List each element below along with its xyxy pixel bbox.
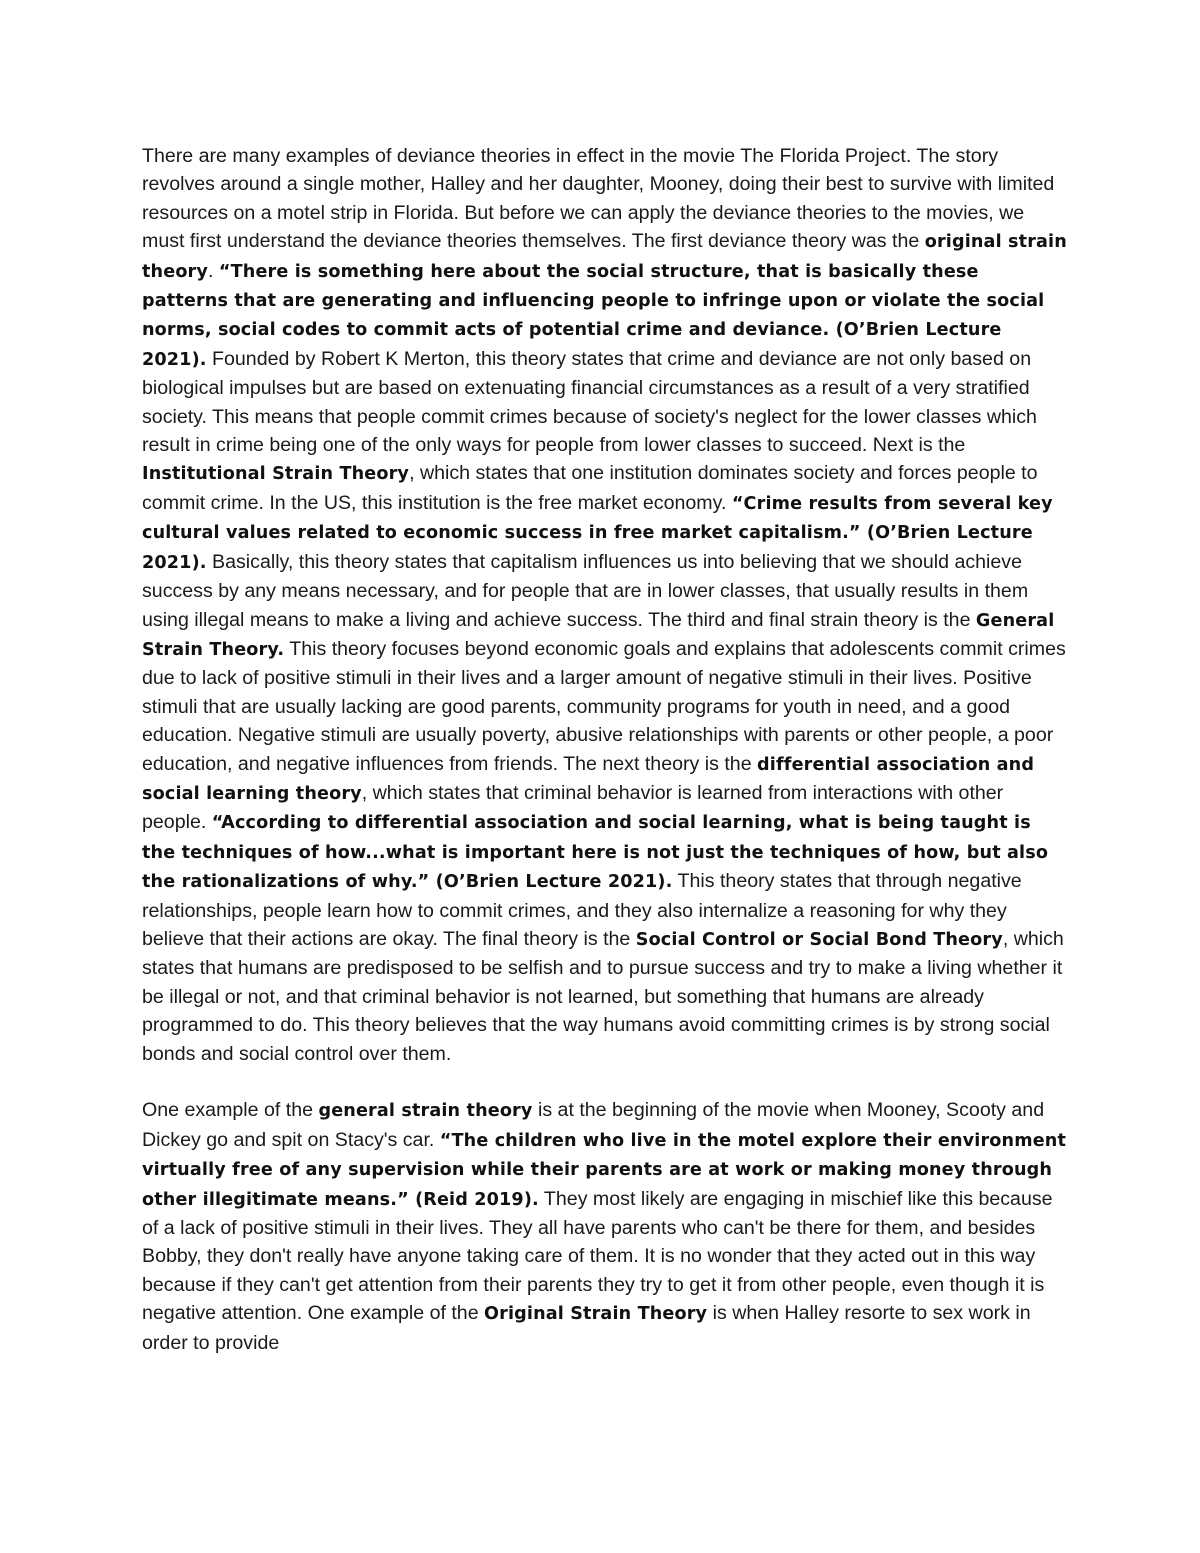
term-general-strain-theory: General Strain Theory. — [142, 610, 1055, 660]
text-run: One example of the — [142, 1099, 319, 1122]
text-run: They most likely are engaging in mischief like this because of a lack of positive stimuli in their lives. They all have parents who can't be there for them, and besides Bobby, they don't really have anyone taking care of them. It is no wonder that they acted out in this way because if they can't get attention from their parents they try to get it from other people, even though it is negative attention. One example of the — [142, 1187, 1053, 1325]
text-run: Basically, this theory states that capitalism influences us into believing that we should achieve success by any means necessary, and for people that are in lower classes, that usually results in them using illegal means to make a living and achieve success. The third and final strain theory is the — [142, 550, 1029, 631]
term-original-strain-theory: original strain theory — [142, 232, 1067, 282]
term-social-control-theory: Social Control or Social Bond Theory — [635, 929, 1003, 950]
quote-obrien-lecture-1: “There is something here about the social structure, that is basically these patterns that are generating and influencing people to infringe upon or violate the social norms, social codes to commit acts of potential crime and deviance. (O’Brien Lecture 2021). — [142, 261, 1045, 370]
quote-obrien-lecture-3: “According to differential association and social learning, what is being taught is the techniques of how...what is important here is not just the techniques of how, but also the rationalizations of why.” (O’Brien Lecture 2021). — [142, 813, 1049, 893]
text-run: , which states that criminal behavior is learned from interactions with other people. — [142, 781, 1004, 834]
text-run: There are many examples of deviance theories in effect in the movie The Florida Project. The story revolves around a single mother, Halley and her daughter, Mooney, doing their best to survive with limited resources on a motel strip in Florida. But before we can apply the deviance theories to the movies, we must first understand the deviance theories themselves. The first deviance theory was the — [142, 145, 1055, 253]
text-run: This theory states that through negative relationships, people learn how to commit crimes, and they also internalize a reasoning for why they believe that their actions are okay. The final theory is the — [142, 870, 1022, 950]
essay-body — [142, 142, 1067, 1357]
text-run: , which states that humans are predisposed to be selfish and to pursue success and try to make a living whether it be illegal or not, and that criminal behavior is not learned, but something that humans are already programmed to do. This theory believes that the way humans avoid committing crimes is by strong social bonds and social control over them. — [142, 927, 1064, 1065]
text-run: is when Halley resorte to sex work in order to provide — [142, 1302, 1031, 1354]
term-general-strain-theory: general strain theory — [318, 1101, 533, 1122]
text-run: Founded by Robert K Merton, this theory states that crime and deviance are not only based on biological impulses but are based on extenuating financial circumstances as a result of a very stratified society. This means that people commit crimes because of society's neglect for the lower classes which result in crime being one of the only ways for people from lower classes to succeed. Next is the — [142, 347, 1037, 457]
text-run: This theory focuses beyond economic goals and explains that adolescents commit crimes due to lack of positive stimuli in their lives and a larger amount of negative stimuli in their lives. Positive stimuli that are usually lacking are good parents, community programs for youth in need, and a good education. Negative stimuli are usually poverty, abusive relationships with parents or other people, a poor education, and negative influences from friends. The next theory is the — [142, 637, 1066, 775]
quote-obrien-lecture-2: “Crime results from several key cultural values related to economic success in free market capitalism.” (O’Brien Lecture 2021). — [142, 493, 1053, 573]
text-run: , which states that one institution dominates society and forces people to commit crime. In the US, this institution is the free market economy. — [142, 462, 1038, 514]
term-differential-association: differential association and social learning theory — [142, 754, 1035, 804]
text-run: is at the beginning of the movie when Mooney, Scooty and Dickey go and spit on Stacy's car. — [142, 1099, 1045, 1151]
text-run: . — [208, 259, 219, 282]
paragraph-movie-examples — [142, 1096, 1067, 1357]
quote-reid-2019: “The children who live in the motel explore their environment virtually free of any supervision while their parents are at work or making money through other illegitimate means.” (Reid 2019). — [142, 1130, 1067, 1210]
paragraph-deviance-theories — [142, 142, 1067, 1068]
term-original-strain-theory: Original Strain Theory — [484, 1304, 708, 1325]
term-institutional-strain-theory: Institutional Strain Theory — [142, 464, 410, 485]
